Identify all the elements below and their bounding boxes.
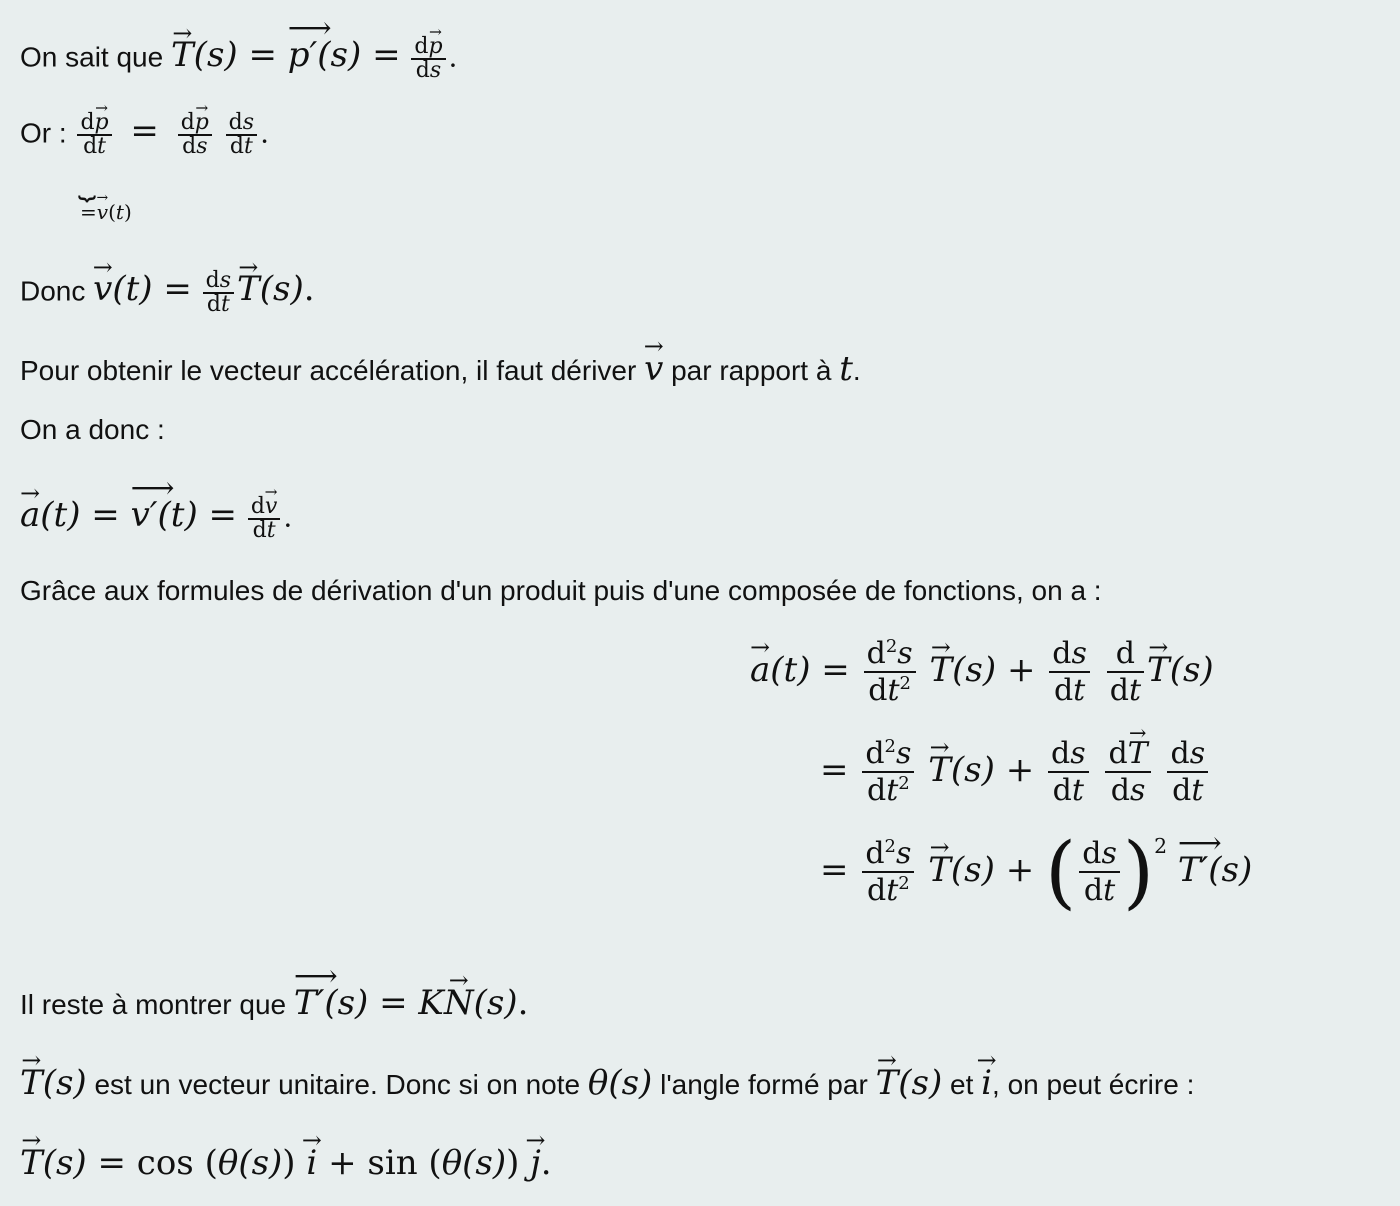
- eq-row-1: → a(t) = $\frac{d^2s}{dt^2}$ → T(s) + $\frac{ds}{dt}$ $\frac{d}{dt}$ → T(s): [750, 636, 1214, 708]
- frac-dp-ds-2: $\frac{d\to p}{ds}$: [178, 112, 212, 158]
- line-grace-aux: [20, 577, 1102, 605]
- line-acceleration-def: → a(t) = ⟶ v′(t) = $\frac{d\to v}{dt}$ .: [20, 496, 292, 542]
- frac-dp-ds: $\frac{d\to p}{ds}$: [411, 36, 445, 82]
- text-grace-aux-formules: Grâce aux formules de dérivation d'un produit puis d'une composée de fonctions, on a :: [20, 575, 1102, 606]
- line-tangent-definition: On sait que → T(s) = ⟶ p′(s) = $\frac{d\to p}{ds}$ .: [20, 36, 457, 82]
- frac-dv-dt: $\frac{d\to v}{dt}$: [248, 496, 281, 542]
- text-par-rapport: par rapport à: [671, 355, 832, 386]
- text-on-a-donc: On a donc :: [20, 414, 165, 445]
- text-or: Or :: [20, 117, 67, 149]
- text-et: et: [950, 1069, 974, 1100]
- line-unitaire: → T(s) est un vecteur unitaire. Donc si on note θ(s) l'angle formé par → T(s) et → i, on peut écrire :: [20, 1066, 1194, 1100]
- line-derive: Pour obtenir le vecteur accélération, il faut dériver → v par rapport à t.: [20, 352, 861, 386]
- frac-ds-dt-2: $\frac{ds}{dt}$: [203, 270, 234, 316]
- text-on-sait-que: On sait que: [20, 41, 164, 73]
- text-period: .: [852, 355, 861, 386]
- text-on-peut-ecrire: , on peut écrire :: [992, 1069, 1195, 1100]
- frac-ds-dt: $\frac{ds}{dt}$: [226, 112, 257, 158]
- text-donc: Donc: [20, 275, 86, 307]
- text-angle-forme: l'angle formé par: [660, 1069, 868, 1100]
- underbrace: ⏟: [78, 166, 96, 201]
- frac-dp-dt: $\frac{d\to p}{dt}$: [77, 112, 111, 158]
- eq-row-2: = $\frac{d^2s}{dt^2}$ → T(s) + $\frac{ds}{dt}$ $\frac{d\to T}{ds}$ $\frac{ds}{dt}$: [820, 736, 1211, 808]
- line-or-chain-rule: Or : $\frac{d\to p}{dt}$ = $\frac{d\to p}{ds}$ $\frac{ds}{dt}$ .: [20, 112, 269, 158]
- line-il-reste: Il reste à montrer que ⟶ T′(s) = K→ N(s).: [20, 986, 528, 1020]
- underbrace-label: =→ v(t): [80, 200, 132, 224]
- math-T-of-s: → T(s) = ⟶ p′(s) =: [171, 35, 401, 75]
- line-donc-velocity: Donc → v(t) = $\frac{ds}{dt}$ → T(s).: [20, 270, 315, 316]
- text-il-reste: Il reste à montrer que: [20, 989, 287, 1020]
- line-on-a-donc: [20, 416, 165, 444]
- line-cos-sin: → T(s) = cos (θ(s)) → i + sin (θ(s)) → j.: [20, 1146, 552, 1180]
- eq-row-3: = $\frac{d^2s}{dt^2}$ → T(s) + ( $\frac{ds}{dt}$ )$^2$ ⟶ T′(s): [820, 832, 1252, 912]
- text-unitaire: est un vecteur unitaire. Donc si on note: [94, 1069, 581, 1100]
- text-pour-obtenir: Pour obtenir le vecteur accélération, il faut dériver: [20, 355, 637, 386]
- var-t: t: [839, 349, 853, 389]
